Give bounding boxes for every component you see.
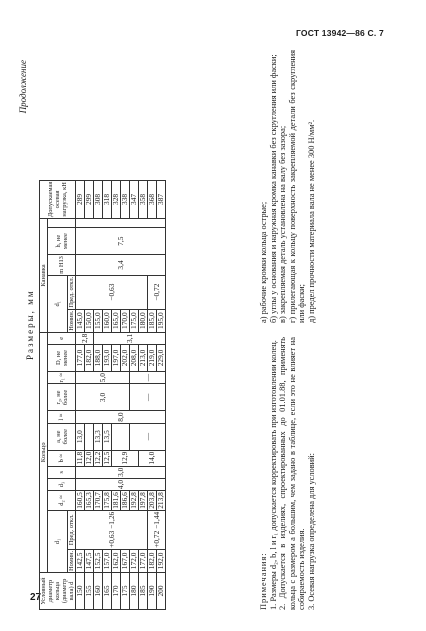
cell: 182,0 [85,344,94,371]
ring-d1-heading: d₁ [48,510,68,572]
cell: 160,0 [103,309,112,332]
col-r2: r₂, не более [48,384,76,411]
cell: 213,8 [156,492,165,509]
cell: 180 [130,573,139,610]
cell: 197,0 [112,344,121,371]
cell: 150,0 [85,309,94,332]
col-d3: d₃ [48,478,76,490]
table-row [76,180,85,609]
col-r1: r₁ ≈ [48,371,76,383]
cell: 155,0 [94,309,103,332]
cell: 165,0 [112,309,121,332]
cell: 150 [76,573,85,610]
cell: 202,0 [121,344,130,371]
cell: 167,0 [121,549,130,572]
cell: 318 [103,180,112,218]
cell: −0,63 [76,275,148,309]
col-D: D, не менее [48,344,76,371]
cell: 200 [157,573,166,610]
cell: 12,9 [112,450,139,466]
cell: 13,0 [76,423,85,450]
cell: 162,0 [112,549,121,572]
cell: 7,5 [76,228,166,255]
note-3b: б) углы у основания и наружная кромка канавки без скругления или фаски; [268,54,278,323]
col-h: h, не менее [48,228,76,255]
notes-heading: Примечания: [259,552,268,610]
col-blank [48,219,76,228]
cell: 175 [121,573,130,610]
cell: −0,72 [148,275,166,309]
groove-heading: Канавка [40,219,48,333]
col-diameter: Условный диаметр кольца (диаметр вала) d [40,573,76,610]
cell: 190 [148,573,157,610]
cell: 188,0 [94,344,103,371]
cell: 175,0 [130,309,139,332]
cell: 328 [112,180,121,218]
note-3d: г) прилегающая к кольцу поверхность закрепляемой детали без скругления или фаски; [287,50,307,323]
cell: 177,0 [76,344,85,371]
cell: 229,0 [157,344,166,371]
cell: 299 [85,180,94,218]
cell: — [130,423,166,450]
cell: 3,1 [94,332,166,344]
cell [112,423,130,450]
col-d2: d₂ ≈ [48,491,76,511]
cell: 14,0 [139,450,166,466]
cell: 368 [148,180,157,218]
cell: 387 [157,180,166,218]
cell: 160,5 [75,492,84,509]
ring-d1-nom: Номин. [68,550,75,571]
cell: 219,0 [148,344,157,371]
cell: 186,6 [120,492,129,509]
col-m: m H13 [48,255,76,276]
ring-d1-tol: Пред. откл. [68,510,76,549]
note-3e: д) предел прочности материала вала не менее 300 Н/мм². [306,119,316,323]
cell: +0,72 −1,44 [148,510,166,549]
cell: 185 [139,573,148,610]
ring-heading: Кольцо [40,332,48,572]
note-2: 2. Допускается в изделиях, спроектированных до 01.01.88, применять кольца с размером a большим, чем задано в таблице, если это не влияет на собираемость изделия. [278,337,307,610]
cell: 308 [94,180,103,218]
note-3a: а) рабочие кромки кольца острые; [259,201,268,323]
groove-d1-heading: d₁ [48,275,68,332]
cell: 145,0 [76,309,85,332]
col-load: Допускаемая осевая нагрузка, кН [40,180,76,218]
cell: 213,0 [139,344,148,371]
groove-d1-nom: Номин. [68,310,75,331]
cell: 172,0 [130,549,139,572]
col-s: s [48,466,76,478]
cell: 12,0 [84,451,93,465]
cell: 3,0 [76,384,130,411]
cell: 155 [85,573,94,610]
standard-header: ГОСТ 13942—86 С. 7 [296,28,384,38]
col-a: a, не более [48,423,76,450]
cell: 181,6 [111,492,120,509]
col-b: b ≈ [48,450,76,466]
cell: 358 [139,180,148,218]
cell: 195,0 [157,309,166,332]
dimensions-table [39,180,166,610]
cell: 5,0 [76,371,130,383]
cell: 175,8 [102,492,111,509]
cell: 12,5 [102,451,111,465]
cell: 4,0 [76,478,166,490]
cell: 142,5 [76,549,85,572]
cell: 170,0 [121,309,130,332]
cell: 192,0 [157,549,166,572]
cell: 185,0 [148,309,157,332]
note-3c: в) закрепляемая деталь установлена на валу без зазора; [278,125,288,323]
cell: 192,8 [129,492,138,509]
cell: 197,8 [138,492,147,509]
table-title: Размеры, мм [25,289,35,360]
cell: 170 [112,573,121,610]
cell: 13,3 [94,423,103,450]
cell: 11,8 [75,451,84,465]
cell: 13,5 [103,423,112,450]
cell: — [130,371,166,383]
cell: 203,8 [147,492,156,509]
note-3: 3. Осевая нагрузка определена для условий: [306,453,316,610]
cell: 3,0 [76,466,166,478]
cell: 180,0 [139,309,148,332]
col-e: e [48,332,76,344]
page-number: 27 [30,592,42,603]
cell: 170,7 [93,492,102,509]
rotated-page-content [15,50,415,610]
cell [76,219,166,228]
cell: 347 [130,180,139,218]
cell: +0,63 −1,26 [76,510,148,549]
cell: 165 [103,573,112,610]
cell: — [130,384,166,411]
cell: 289 [76,180,85,218]
cell: 177,0 [139,549,148,572]
table-notes [259,50,317,610]
cell: 147,5 [85,549,94,572]
cell: 182,0 [148,549,157,572]
cell: 152,5 [94,549,103,572]
cell: 160 [94,573,103,610]
cell: 338 [121,180,130,218]
groove-d1-tol: Пред. откл. [68,276,75,308]
cell: 165,3 [84,492,93,509]
cell: 12,2 [93,451,102,465]
cell: 8,0 [76,411,166,423]
cell: 208,0 [130,344,139,371]
continued-label: Продолжение [18,60,28,114]
col-l: l ≈ [48,411,76,423]
cell: 157,0 [103,549,112,572]
cell: 3,4 [76,255,166,276]
cell: 2,8 [76,332,94,344]
cell: 193,0 [103,344,112,371]
note-1: 1. Размеры d₂, b, l и r₁ допускается корректировать при изготовлении колец. [268,340,278,610]
